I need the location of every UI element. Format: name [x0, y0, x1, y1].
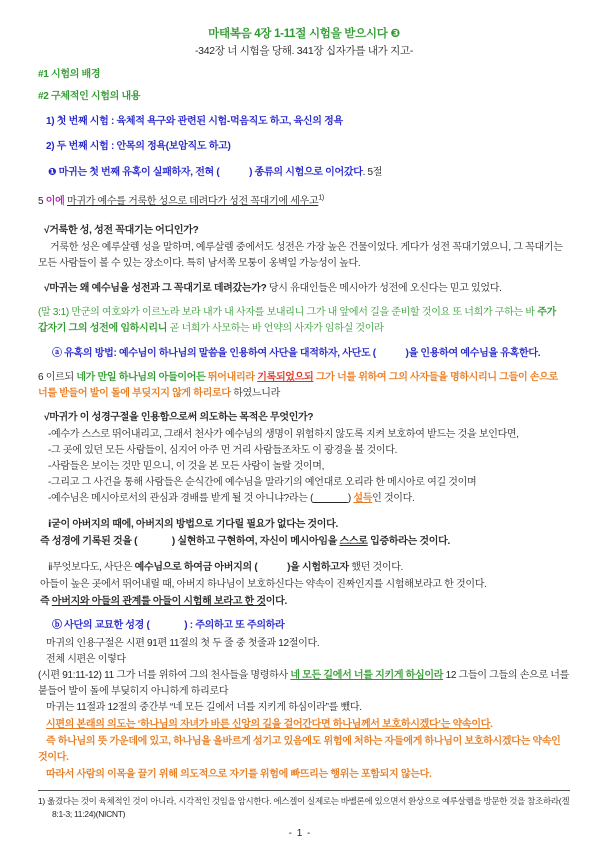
text-segment: 아버지와 아들의 관계를 아들이 시험해 보라고 한 것	[51, 596, 266, 607]
text-segment: -그 곳에 있던 모든 사람들이, 심지어 아주 먼 거리 사람들조차도 이 광경을 볼 것이다.	[48, 445, 398, 456]
text-segment: 시편의 본래의 의도는 ‘하나님의 자녀가 바른 신앙의 길을 걸어간다면 하나님께서 보호하시겠다’는 약속이다	[46, 719, 491, 730]
text-segment: 이에	[45, 196, 65, 207]
text-segment: 따라서 사람의 이목을 끌기 위해 의도적으로 자기를 위험에 빠뜨리는 행위는 포함되지 않는다.	[46, 769, 432, 780]
psalm-intro-1	[38, 636, 570, 652]
exam-item-2	[38, 139, 570, 155]
text-segment: 1) 옮겼다는 것이 육체적인 것이 아니라, 시각적인 것임을 암시한다. 에스겔이 실제로는 바벨론에 있으면서 환상으로 예루살렘을 방문한 것을 참조하라(겔 8:1-3; 11:24)(NICNT)	[38, 796, 572, 819]
text-segment: -예수가 스스로 뛰어내리고, 그래서 천사가 예수님의 생명이 위험하지 않도록 지켜 보호하여 받드는 것을 보인다면,	[48, 429, 519, 440]
heading-background	[38, 67, 570, 83]
question-holy-city	[38, 223, 570, 239]
text-segment: 마귀의 인용구절은 시편 91편 11절의 첫 두 줄 중 첫줄과 12절이다.	[46, 638, 320, 649]
text-segment: 거룩한 성은 예루살렘 성을 말하며, 예루살렘 중에서도 성전은 가장 높은 건물이었다. 게다가 성전 꼭대기였으니, 그 꼭대기는 모든 사람들이 볼 수 있는 장소이다. 특히 남서쪽 모퉁이 옹벽일 가능성이 높다.	[38, 242, 566, 269]
text-segment: -예수님은 메시아로서의 관심과 경배를 받게 될 것 아니냐?라는 (	[48, 493, 314, 504]
text-segment: √마귀는 왜 예수님을 성전과 그 꼭대기로 데려갔는가?	[44, 283, 267, 294]
text-segment: (말 3:1) 만군의 여호와가 이르노라 보라 내가 내 사자를 보내리니 그가 내 앞에서 길을 준비할 것이요 또 너희가 구하는 바	[38, 307, 538, 318]
text-segment: 즉	[40, 596, 52, 607]
text-segment: .	[490, 719, 493, 730]
point-i-detail	[38, 534, 570, 550]
bullet-1	[38, 427, 570, 443]
psalm-omission	[38, 700, 570, 716]
text-segment: 즉 성경에 기록된 것을 ( ) 실현하고 구현하여, 자신이 메시아임을	[40, 536, 340, 547]
text-segment: 곧 너희가 사모하는 바 언약의 사자가 임하실 것이라	[167, 323, 384, 334]
quote-malachi-3-1	[38, 305, 570, 337]
text-segment: 뛰어내리라	[207, 372, 255, 383]
text-segment: 네 모든 길에서 너를 지키게 하심이라	[290, 670, 444, 681]
text-segment: (시편 91:11-12) 11 그가 너를 위하여 그의 천사들을 명령하사	[38, 670, 291, 681]
text-segment: 5	[38, 196, 46, 207]
text-segment: . 5절	[362, 167, 383, 178]
text-segment: 마귀는 11절과 12절의 중간부 “네 모든 길에서 너를 지키게 하심이라”를 뺐다.	[46, 702, 362, 713]
text-segment: 6 이르되	[38, 372, 77, 383]
psalm-exclusion	[38, 767, 570, 783]
text-segment: 당시 유대인들은 메시아가 성전에 오신다는 믿고 있었다.	[266, 283, 502, 294]
heading-contents	[38, 89, 570, 105]
text-segment: 그가 너를 위하여 그의 사자들을 명하시리니 그들이 손으로 너를 받들어 발이 돌에 부딪지지 않게 하리로다	[38, 372, 561, 399]
text-segment: 마귀가 예수를 거룩한 성으로 데려다가 성전 꼭대기에 세우고	[66, 196, 319, 207]
point-ii	[38, 560, 570, 576]
text-segment: 예수님으로 하여금 아버지의 ( )을 시험하고자	[134, 562, 349, 573]
text-segment: 12 그들이 그들의 손으로 너를 붙들어 발이 돌에 부딪히지 아니하게 하리로다	[38, 670, 572, 697]
note-1-second-temptation	[38, 165, 570, 181]
text-segment: 전체 시편은 이렇다	[46, 654, 126, 665]
text-segment	[313, 493, 348, 504]
text-segment: 기록되었으되	[257, 372, 314, 383]
bullet-5	[38, 491, 570, 507]
psalm-original-intent	[38, 717, 570, 733]
note-a-temptation-method	[38, 346, 570, 362]
text-segment: 1) 첫 번째 시험 : 육체적 욕구와 관련된 시험-먹음직도 하고, 육신의 정욕	[46, 116, 343, 127]
bullet-4	[38, 475, 570, 491]
text-segment: 네가 만일 하나님의 아들이어든	[76, 372, 206, 383]
text-segment: 아들이 높은 곳에서 뛰어내릴 때, 아버지 하나님이 보호하신다는 약속이 진짜인지를 시험해보라고 한 것이다.	[40, 579, 487, 590]
question-purpose	[38, 410, 570, 426]
footnote-rule	[38, 790, 570, 791]
quote-psalm-91-11-12	[38, 668, 570, 700]
text-segment: ⅱ무엇보다도, 사단은	[48, 562, 135, 573]
bullet-3	[38, 459, 570, 475]
page-number: - 1 -	[288, 828, 312, 839]
text-segment: -사람들은 보이는 것만 믿으니, 이 것을 본 모든 사람이 놀랄 것이며,	[48, 461, 325, 472]
document-body	[38, 26, 570, 820]
text-segment: 마태복음 4장 1-11절 시험을 받으시다 ❸	[208, 28, 400, 40]
text-segment: 하였느니라	[230, 388, 280, 399]
answer-holy-city	[38, 240, 570, 272]
text-segment: 설득	[353, 493, 373, 504]
text-segment: 1)	[318, 194, 324, 202]
point-ii-conclusion	[38, 594, 570, 610]
bullet-2	[38, 443, 570, 459]
verse-matthew-4-6	[38, 370, 570, 402]
text-segment: -그리고 그 사건을 통해 사람들은 순식간에 예수님을 말라기의 예언대로 오리라 한 메시아로 여길 것이며	[48, 477, 477, 488]
point-i	[38, 517, 570, 533]
psalm-intro-2	[38, 652, 570, 668]
question-why-temple	[38, 281, 570, 297]
point-ii-detail	[38, 577, 570, 593]
text-segment: ⓑ 사단의 교묘한 성경 ( ) : 주의하고 또 주의하라	[52, 620, 285, 631]
text-segment: )	[347, 493, 354, 504]
text-segment: 했던 것이다.	[348, 562, 404, 573]
text-segment: √거룩한 성, 성전 꼭대기는 어디인가?	[44, 225, 199, 236]
verse-matthew-4-5	[38, 194, 570, 210]
text-segment: 인 것이다.	[372, 493, 415, 504]
text-segment: ⓐ 유혹의 방법: 예수님이 하나님의 말씀을 인용하여 사단을 대적하자, 사단도 ( )을 인용하여 예수님을 유혹한다.	[52, 348, 541, 359]
exam-item-1	[38, 114, 570, 130]
text-segment: ❶ 마귀는 첫 번째 유혹이 실패하자, 전혀 ( ) 종류의 시험으로 이어갔다	[48, 167, 363, 178]
text-segment: ⅰ굳이 아버지의 때에, 아버지의 방법으로 기다릴 필요가 없다는 것이다.	[48, 519, 338, 530]
text-segment: √마귀가 이 성경구절을 인용함으로써 의도하는 목적은 무엇인가?	[44, 412, 314, 423]
text-segment: 입증하라는 것이다.	[367, 536, 450, 547]
text-segment: 즉 하나님의 뜻 가운데에 있고, 하나님을 올바르게 섬기고 있음에도 위험에 처하는 자들에게 하나님이 보호하시겠다는 약속인 것이다.	[38, 736, 564, 763]
note-b-caution	[38, 618, 570, 634]
text-segment: 2) 두 번째 시험 : 안목의 정욕(보암직도 하고)	[46, 141, 231, 152]
hymn-subtitle	[38, 43, 570, 59]
psalm-meaning	[38, 734, 570, 766]
text-segment: #1 시험의 배경	[38, 69, 101, 80]
text-segment: #2 구체적인 시험의 내용	[38, 91, 141, 102]
text-segment: 주가 갑자기 그의 성전에 임하시리니	[38, 307, 559, 334]
text-segment: -342장 너 시험을 당해. 341장 십자가를 내가 지고-	[194, 45, 414, 57]
doc-title	[38, 26, 570, 42]
text-segment: 이다.	[265, 596, 287, 607]
footnote-1	[38, 795, 570, 820]
text-segment: 스스로	[339, 536, 368, 547]
